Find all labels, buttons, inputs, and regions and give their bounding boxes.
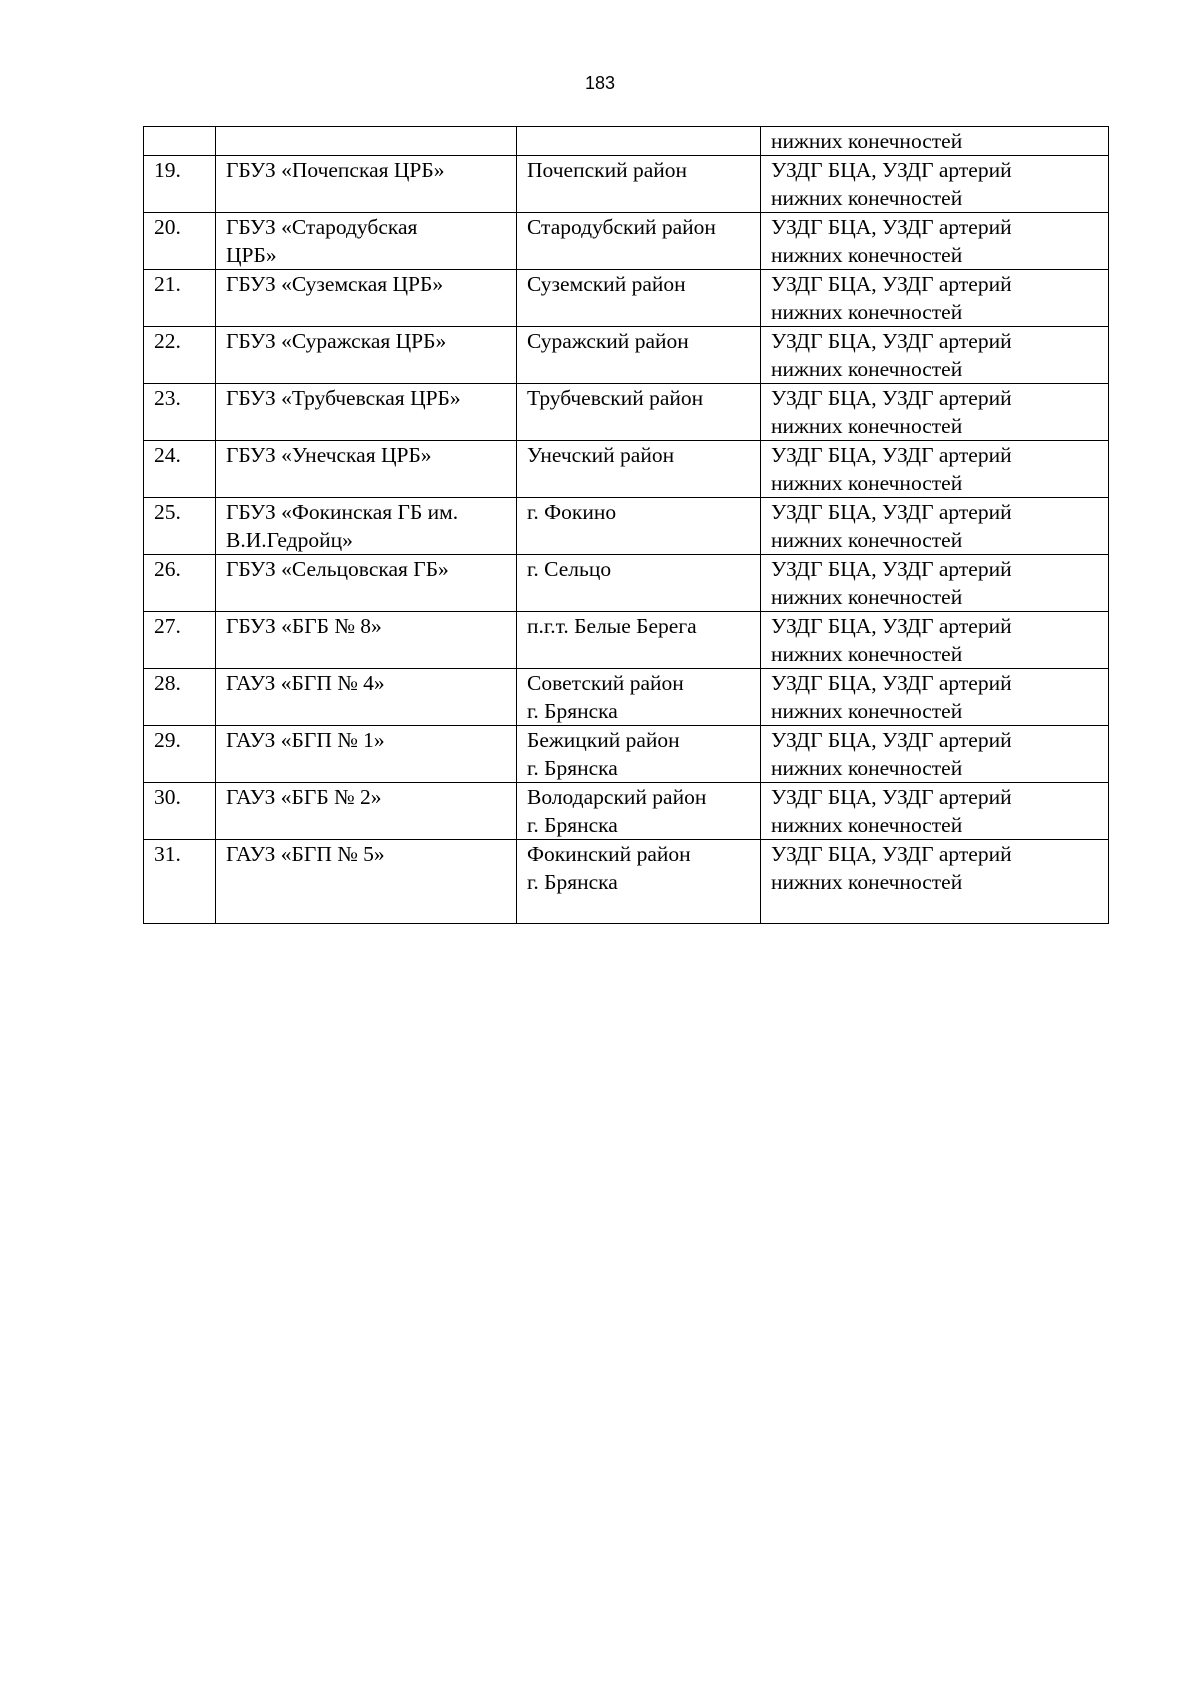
cell-num-text: 26.: [154, 557, 181, 581]
cell-name-text: ГБУЗ «Сельцовская ГБ»: [226, 557, 449, 581]
table-row: [144, 498, 1109, 555]
cell-num: [144, 270, 216, 327]
cell-name: [216, 270, 517, 327]
cell-exam: [761, 270, 1109, 327]
cell-area-text: п.г.т. Белые Берега: [527, 614, 697, 638]
cell-area: [517, 270, 761, 327]
cell-area: [517, 783, 761, 840]
cell-name-text: ГАУЗ «БГП № 4»: [226, 671, 385, 695]
cell-exam-text: УЗДГ БЦА, УЗДГ артерий нижних конечностей: [771, 614, 1012, 666]
cell-area-text: Володарский район г. Брянска: [527, 785, 707, 837]
cell-name-text: ГБУЗ «Унечская ЦРБ»: [226, 443, 432, 467]
cell-name-text: ГАУЗ «БГБ № 2»: [226, 785, 382, 809]
cell-num: [144, 441, 216, 498]
cell-name-text: ГБУЗ «БГБ № 8»: [226, 614, 382, 638]
cell-area-text: Почепский район: [527, 158, 688, 182]
page-number: 183: [584, 73, 616, 93]
cell-area: [517, 127, 761, 156]
cell-num: [144, 498, 216, 555]
cell-name: [216, 726, 517, 783]
cell-area: [517, 669, 761, 726]
cell-area: [517, 726, 761, 783]
cell-name-text: ГБУЗ «Фокинская ГБ им. В.И.Гедройц»: [226, 500, 459, 552]
cell-exam-text: УЗДГ БЦА, УЗДГ артерий нижних конечностей: [771, 329, 1012, 381]
table-row: [144, 726, 1109, 783]
table-row: [144, 156, 1109, 213]
cell-area: [517, 327, 761, 384]
cell-name: [216, 840, 517, 924]
cell-area: [517, 555, 761, 612]
cell-exam-text: нижних конечностей: [771, 129, 963, 153]
cell-num-text: 25.: [154, 500, 181, 524]
cell-num: [144, 156, 216, 213]
cell-area: [517, 840, 761, 924]
cell-exam-text: УЗДГ БЦА, УЗДГ артерий нижних конечностей: [771, 215, 1012, 267]
cell-area: [517, 213, 761, 270]
cell-num-text: 31.: [154, 842, 181, 866]
cell-num: [144, 127, 216, 156]
cell-num: [144, 726, 216, 783]
table-row: [144, 783, 1109, 840]
cell-exam: [761, 127, 1109, 156]
cell-area-text: г. Фокино: [527, 500, 617, 524]
table-row: [144, 384, 1109, 441]
cell-name-text: ГБУЗ «Почепская ЦРБ»: [226, 158, 445, 182]
cell-name: [216, 327, 517, 384]
cell-num-text: 22.: [154, 329, 181, 353]
cell-exam-text: УЗДГ БЦА, УЗДГ артерий нижних конечностей: [771, 158, 1012, 210]
table-row: [144, 213, 1109, 270]
cell-exam: [761, 498, 1109, 555]
table-row: [144, 669, 1109, 726]
cell-area-text: Унечский район: [527, 443, 675, 467]
cell-exam: [761, 327, 1109, 384]
cell-area: [517, 441, 761, 498]
cell-num: [144, 555, 216, 612]
cell-name: [216, 127, 517, 156]
cell-name: [216, 156, 517, 213]
cell-num: [144, 840, 216, 924]
cell-exam-text: УЗДГ БЦА, УЗДГ артерий нижних конечностей: [771, 671, 1012, 723]
cell-exam: [761, 213, 1109, 270]
cell-exam-text: УЗДГ БЦА, УЗДГ артерий нижних конечностей: [771, 443, 1012, 495]
cell-name-text: ГАУЗ «БГП № 1»: [226, 728, 385, 752]
table-row: [144, 555, 1109, 612]
cell-num-text: 27.: [154, 614, 181, 638]
cell-exam: [761, 612, 1109, 669]
cell-name: [216, 213, 517, 270]
cell-name: [216, 783, 517, 840]
cell-num: [144, 213, 216, 270]
cell-area: [517, 156, 761, 213]
cell-exam: [761, 726, 1109, 783]
cell-area-text: Трубчевский район: [527, 386, 704, 410]
cell-exam-text: УЗДГ БЦА, УЗДГ артерий нижних конечностей: [771, 842, 1012, 894]
cell-name: [216, 669, 517, 726]
table-row: [144, 327, 1109, 384]
cell-num-text: 29.: [154, 728, 181, 752]
cell-exam: [761, 156, 1109, 213]
table-body: [144, 127, 1109, 924]
cell-exam-text: УЗДГ БЦА, УЗДГ артерий нижних конечностей: [771, 785, 1012, 837]
cell-exam-text: УЗДГ БЦА, УЗДГ артерий нижних конечностей: [771, 557, 1012, 609]
cell-name-text: ГБУЗ «Суражская ЦРБ»: [226, 329, 447, 353]
cell-exam-text: УЗДГ БЦА, УЗДГ артерий нижних конечностей: [771, 728, 1012, 780]
cell-exam-text: УЗДГ БЦА, УЗДГ артерий нижних конечностей: [771, 272, 1012, 324]
cell-name: [216, 384, 517, 441]
cell-name: [216, 441, 517, 498]
cell-name-text: ГАУЗ «БГП № 5»: [226, 842, 385, 866]
table-row: [144, 612, 1109, 669]
cell-area: [517, 384, 761, 441]
cell-num-text: 20.: [154, 215, 181, 239]
cell-area-text: Бежицкий район г. Брянска: [527, 728, 680, 780]
cell-exam: [761, 669, 1109, 726]
cell-exam: [761, 441, 1109, 498]
facilities-table: [143, 126, 1109, 924]
cell-num-text: 24.: [154, 443, 181, 467]
cell-area-text: г. Сельцо: [527, 557, 612, 581]
cell-num: [144, 327, 216, 384]
cell-area-text: Фокинский район г. Брянска: [527, 842, 691, 894]
cell-num-text: 21.: [154, 272, 181, 296]
cell-name-text: ГБУЗ «Стародубская ЦРБ»: [226, 215, 418, 267]
cell-area-text: Советский район г. Брянска: [527, 671, 684, 723]
cell-area-text: Суземский район: [527, 272, 686, 296]
cell-area-text: Суражский район: [527, 329, 689, 353]
cell-exam-text: УЗДГ БЦА, УЗДГ артерий нижних конечностей: [771, 500, 1012, 552]
cell-area: [517, 612, 761, 669]
table-row: [144, 840, 1109, 924]
cell-exam-text: УЗДГ БЦА, УЗДГ артерий нижних конечностей: [771, 386, 1012, 438]
cell-num-text: 23.: [154, 386, 181, 410]
cell-name: [216, 498, 517, 555]
cell-num-text: 19.: [154, 158, 181, 182]
cell-exam: [761, 555, 1109, 612]
cell-exam: [761, 840, 1109, 924]
table-row: [144, 441, 1109, 498]
cell-num: [144, 612, 216, 669]
cell-num: [144, 783, 216, 840]
cell-name-text: ГБУЗ «Трубчевская ЦРБ»: [226, 386, 461, 410]
cell-name: [216, 612, 517, 669]
cell-num: [144, 669, 216, 726]
cell-area: [517, 498, 761, 555]
cell-exam: [761, 783, 1109, 840]
cell-num: [144, 384, 216, 441]
table-row-continuation: [144, 127, 1109, 156]
table-row: [144, 270, 1109, 327]
cell-num-text: 28.: [154, 671, 181, 695]
cell-num-text: 30.: [154, 785, 181, 809]
cell-area-text: Стародубский район: [527, 215, 716, 239]
cell-name-text: ГБУЗ «Суземская ЦРБ»: [226, 272, 444, 296]
cell-exam: [761, 384, 1109, 441]
cell-name: [216, 555, 517, 612]
